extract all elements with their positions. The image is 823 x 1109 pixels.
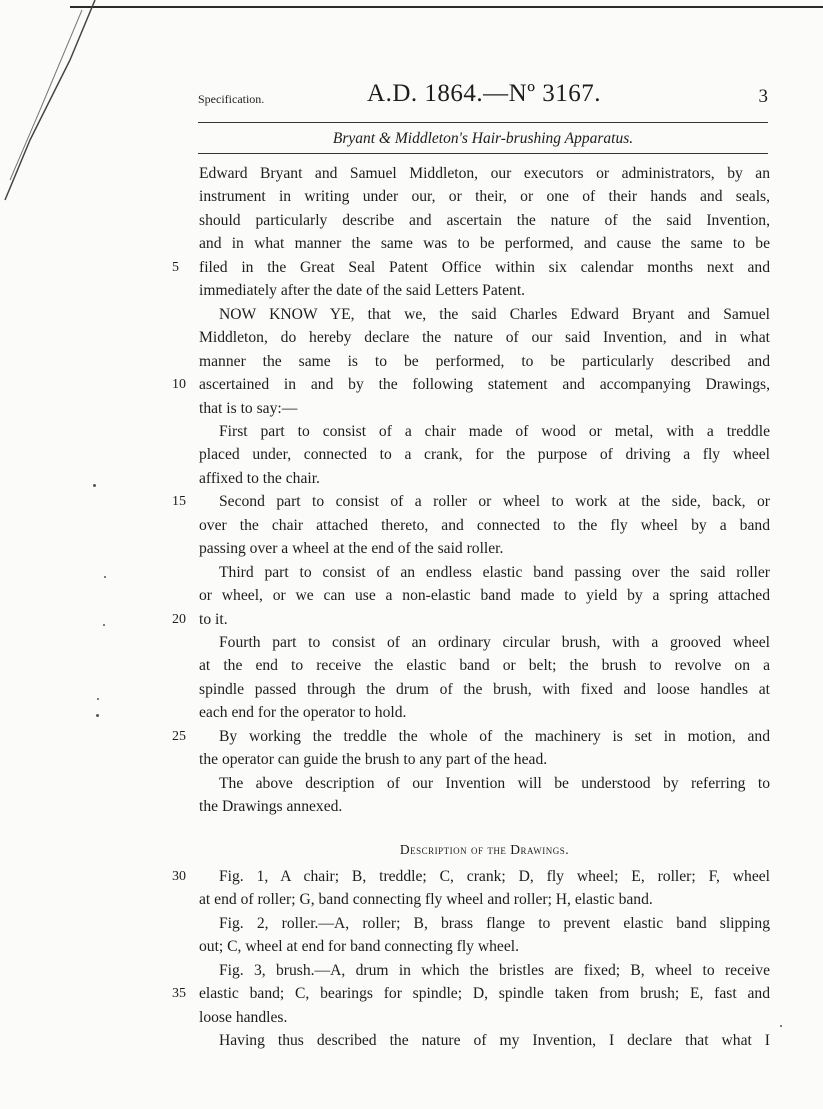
text-line: elastic band; C, bearings for spindle; D, spindle taken from brush; E, fast and (199, 985, 770, 1003)
text-line: the operator can guide the brush to any part of the head. (199, 751, 548, 769)
page-fold-shadow (0, 0, 100, 250)
text-line: and in what manner the same was to be performed, and cause the same to be (199, 235, 770, 253)
text-line: Middleton, do hereby declare the nature of our said Invention, and in what (199, 329, 770, 347)
document-title: A.D. 1864.—Nº 3167. (367, 80, 601, 107)
text-line: First part to consist of a chair made of wood or metal, with a treddle (219, 422, 770, 440)
text-line: passing over a wheel at the end of the said roller. (199, 540, 504, 558)
line-number: 20 (172, 611, 186, 627)
text-line: Fourth part to consist of an ordinary circular brush, with a grooved wheel (219, 634, 770, 651)
text-line: each end for the operator to hold. (199, 704, 407, 722)
document-subtitle: Bryant & Middleton's Hair-brushing Apparatus. (332, 130, 634, 147)
page-edge-line (70, 6, 823, 8)
text-line: should particularly describe and ascertain the nature of the said Invention, (199, 211, 770, 229)
line-number: 5 (172, 259, 179, 275)
text-line: the Drawings annexed. (199, 798, 343, 816)
line-number: 25 (172, 728, 186, 744)
text-line: manner the same is to be performed, to be particularly described and (199, 352, 770, 370)
text-line: loose handles. (199, 1008, 288, 1026)
text-line: or wheel, or we can use a non-elastic band made to yield by a spring attached (199, 587, 770, 605)
text-line: over the chair attached thereto, and connected to the fly wheel by a band (199, 516, 770, 534)
drawings-heading: Description of the Drawings. (399, 842, 570, 857)
text-line: affixed to the chair. (199, 469, 320, 487)
text-line: placed under, connected to a crank, for the purpose of driving a fly wheel (199, 446, 770, 464)
header-rule-bottom (198, 153, 768, 154)
text-line: out; C, wheel at end for band connecting fly wheel. (199, 938, 520, 956)
page-header (198, 80, 770, 120)
line-number: 30 (172, 869, 186, 884)
text-line: Edward Bryant and Samuel Middleton, our executors or administrators, by an (199, 165, 770, 182)
text-line: The above description of our Invention will be understood by referring to (219, 774, 770, 792)
text-line: Third part to consist of an endless elastic band passing over the said roller (219, 563, 770, 581)
text-line: Having thus described the nature of my Invention, I declare that what I (219, 1032, 770, 1050)
header-rule-top (198, 122, 768, 123)
text-line: filed in the Great Seal Patent Office within six calendar months next and (199, 258, 770, 276)
text-line: that is to say:— (199, 399, 298, 417)
line-number: 15 (172, 494, 186, 510)
text-line: By working the treddle the whole of the machinery is set in motion, and (219, 727, 770, 745)
text-line: at end of roller; G, band connecting fly wheel and roller; H, elastic band. (199, 891, 653, 909)
text-line: to it. (199, 610, 228, 628)
text-line: at the end to receive the elastic band or belt; the brush to revolve on a (199, 657, 770, 675)
specification-label: Specification. (198, 92, 265, 106)
text-line: Second part to consist of a roller or wheel to work at the side, back, or (219, 493, 770, 511)
text-line: ascertained in and by the following statement and accompanying Drawings, (199, 376, 770, 394)
text-line: Fig. 3, brush.—A, drum in which the bristles are fixed; B, wheel to receive (219, 961, 770, 979)
line-number: 35 (172, 986, 186, 1002)
text-line: Fig. 2, roller.—A, roller; B, brass flange to prevent elastic band slipping (219, 914, 770, 932)
text-line: immediately after the date of the said Letters Patent. (199, 282, 526, 300)
text-line: Fig. 1, A chair; B, treddle; C, crank; D, fly wheel; E, roller; F, wheel (219, 868, 770, 885)
line-number: 10 (172, 377, 186, 393)
text-line: spindle passed through the drum of the brush, with fixed and loose handles at (199, 680, 770, 698)
text-line: NOW KNOW YE, that we, the said Charles Edward Bryant and Samuel (219, 305, 770, 323)
text-line: instrument in writing under our, or their, or one of their hands and seals, (199, 188, 770, 206)
page-number: 3 (758, 86, 768, 107)
